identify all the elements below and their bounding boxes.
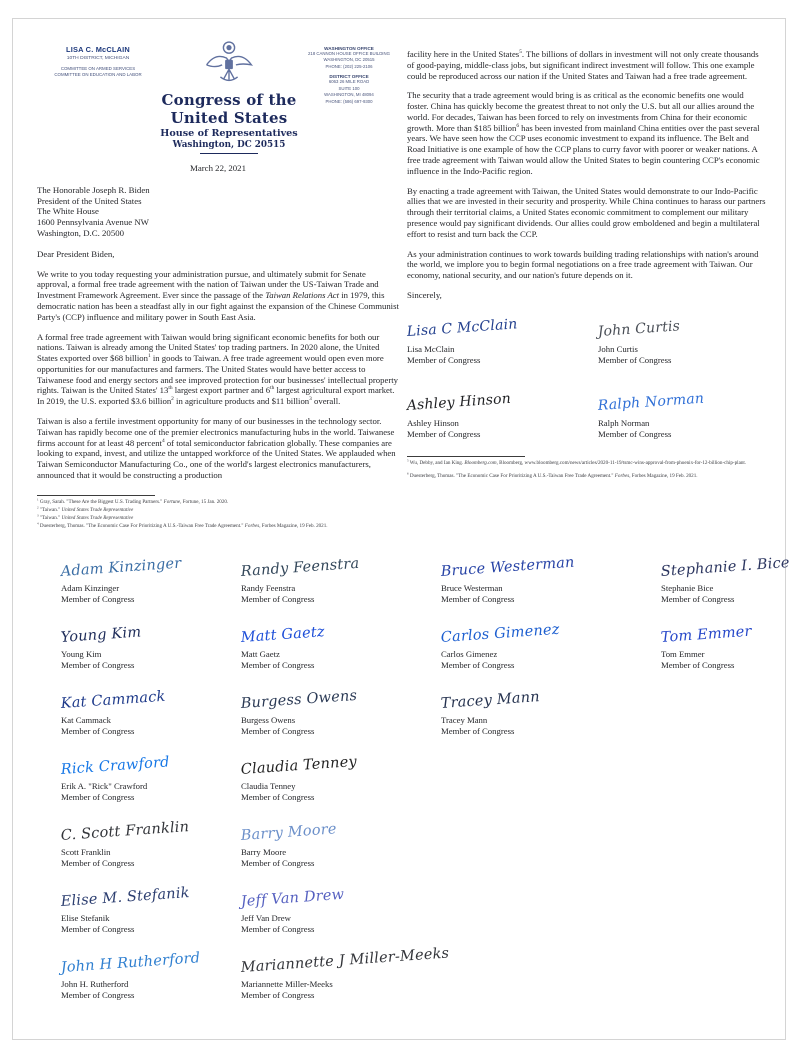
signer-title: Member of Congress bbox=[407, 428, 481, 439]
signer-block bbox=[661, 621, 790, 687]
salutation: Dear President Biden, bbox=[37, 248, 115, 259]
signer-name: Kat Cammack bbox=[61, 715, 111, 725]
washington-office-title: WASHINGTON OFFICE bbox=[324, 46, 374, 51]
signer-name: Randy Feenstra bbox=[241, 583, 296, 593]
signer-title: Member of Congress bbox=[241, 989, 315, 1000]
page2-body bbox=[407, 49, 767, 281]
letterhead-rule bbox=[200, 153, 258, 154]
cosigner-column-3 bbox=[441, 555, 661, 1017]
signature: Jeff Van Drew bbox=[240, 886, 345, 910]
signature: Carlos Gimenez bbox=[440, 621, 561, 646]
letterhead-offices-block bbox=[299, 37, 399, 105]
office-address-line: PHONE: (586) 697-9300 bbox=[325, 98, 373, 104]
letterhead bbox=[37, 37, 399, 154]
signer-name: John Curtis bbox=[598, 343, 638, 354]
congressional-seal-icon bbox=[203, 39, 255, 89]
cosigner-column-2 bbox=[240, 555, 450, 1017]
signer-name: Lisa McClain bbox=[407, 343, 455, 354]
letter-paragraph: By enacting a trade agreement with Taiwan, the United States would demonstrate to our Indo-Pacific allies that we are invested in their security and prosperity. While China continues to harass our partners through their territorial claims, a United States economic commitment to complement our military presence would pay significant dividends. Our allies could grow emboldened and begin a multilateral effort to resist and turn back the CCP. bbox=[407, 185, 766, 239]
signer-title: Member of Congress bbox=[241, 791, 315, 802]
letter-paragraph: Taiwan is also a fertile investment opportunity for many of our businesses in the technology sector. Taiwan has rapidly become one of the premier electronics manufacturing hubs in the world. Taiwanese firms account for at least 48 percent$^4$ of total semiconductor fabrication globally. These companies are looking to expand, invest, and utilize the untapped workforce of the United States. We applauded when Taiwan Semiconductor Manufacturing Co., one of the world's largest electronics manufacturers, announced that it would be constructing a production bbox=[37, 415, 396, 480]
signer-block bbox=[240, 945, 450, 1017]
footnote-rule bbox=[37, 495, 155, 496]
recipient-line: Washington, D.C. 20500 bbox=[37, 227, 125, 238]
office-address-line: WASHINGTON, DC 20515 bbox=[323, 57, 375, 63]
committee-item: COMMITTEE ON EDUCATION AND LABOR bbox=[54, 72, 142, 78]
signature: Claudia Tenney bbox=[240, 753, 358, 778]
signature: Adam Kinzinger bbox=[60, 555, 182, 580]
recipient-line: The White House bbox=[37, 206, 99, 217]
washington-office-lines bbox=[299, 51, 399, 70]
signer-name: Bruce Westerman bbox=[441, 583, 503, 593]
signer-name: Jeff Van Drew bbox=[241, 913, 291, 923]
lead-signers bbox=[407, 314, 767, 446]
signer-title: Member of Congress bbox=[661, 593, 735, 604]
signer-title: Member of Congress bbox=[61, 593, 135, 604]
signature: Ralph Norman bbox=[597, 390, 705, 414]
signer-title: Member of Congress bbox=[598, 354, 672, 365]
signature: Randy Feenstra bbox=[240, 555, 360, 580]
office-address-line: PHONE: (202) 225-2106 bbox=[325, 63, 373, 69]
signer-title: Member of Congress bbox=[441, 725, 515, 736]
signer-title: Member of Congress bbox=[61, 659, 135, 670]
signature: Barry Moore bbox=[240, 821, 338, 844]
signer-name: Burgess Owens bbox=[241, 715, 296, 725]
signer-block bbox=[598, 388, 767, 446]
letterhead-center bbox=[159, 37, 299, 154]
signer-title: Member of Congress bbox=[241, 659, 315, 670]
member-name: LISA C. McCLAIN bbox=[66, 45, 130, 54]
signer-block bbox=[661, 555, 790, 621]
signer-title: Member of Congress bbox=[241, 923, 315, 934]
cosigner-column-4 bbox=[661, 555, 790, 1017]
page2-footnotes bbox=[407, 456, 767, 480]
office-address-line: WASHINGTON, MI 48094 bbox=[324, 92, 374, 98]
footnote: $^1$ Gray, Sarah. "These Are the Biggest U.S. Trading Partners." Fortune, Fortune, 15 Jan. 2020. bbox=[37, 496, 229, 505]
footnote: $^2$ "Taiwan." United States Trade Representative bbox=[37, 505, 134, 513]
signature: Matt Gaetz bbox=[240, 624, 326, 646]
district-office-title: DISTRICT OFFICE bbox=[329, 74, 369, 80]
signature: Stephanie I. Bice bbox=[660, 555, 791, 580]
signer-name: Elise Stefanik bbox=[61, 913, 110, 923]
signer-name: Tracey Mann bbox=[441, 715, 488, 725]
signature: Young Kim bbox=[60, 624, 142, 646]
footnote: $^3$ "Taiwan." United States Trade Representative bbox=[37, 513, 134, 521]
signer-title: Member of Congress bbox=[661, 659, 735, 670]
signer-name: Claudia Tenney bbox=[241, 781, 296, 791]
signer-name: Stephanie Bice bbox=[661, 583, 714, 593]
signature: Bruce Westerman bbox=[440, 554, 576, 580]
signer-title: Member of Congress bbox=[61, 989, 135, 1000]
signer-title: Member of Congress bbox=[61, 725, 135, 736]
signature: John H Rutherford bbox=[60, 950, 201, 976]
signer-name: John H. Rutherford bbox=[61, 979, 129, 989]
signer-title: Member of Congress bbox=[61, 923, 135, 934]
letter-paragraph: We write to you today requesting your administration pursue, and ultimately submit for Senate approval, a formal free trade agreement with the nation of Taiwan under the US-Taiwan Trade and Investment Framework Agreement. Ever since the passage of the Taiwan Relations Act in 1979, this democratic nation has been a steadfast ally in our fight against the expansion of the Chinese Communist Party's (CCP) influence and military power in South East Asia. bbox=[37, 268, 399, 322]
signer-name: Barry Moore bbox=[241, 847, 287, 857]
member-district: 10TH DISTRICT, MICHIGAN bbox=[66, 55, 130, 61]
letterhead-member-block bbox=[37, 37, 159, 79]
signer-title: Member of Congress bbox=[61, 857, 135, 868]
letter-paragraph: facility here in the United States$^5$. The billions of dollars in investment will not only create thousands of good-paying, middle-class jobs, but significant indirect investment will follow. This one example could be reproduced across our nation if the United States and Taiwan had a free trade agreement. bbox=[407, 49, 759, 81]
signer-title: Member of Congress bbox=[407, 354, 481, 365]
signer-block bbox=[407, 388, 576, 446]
signer-block bbox=[598, 314, 767, 372]
footnote: $^6$ Duesterberg, Thomas. "The Economic Case For Prioritizing A U.S.-Taiwan Free Trade Agreement." Forbes, Forbes Magazine, 19 Feb. 2021. bbox=[407, 471, 698, 479]
signer-name: Ashley Hinson bbox=[407, 417, 459, 428]
footnote: $^4$ Duesterberg, Thomas. "The Economic Case For Prioritizing A U.S.-Taiwan Free Trade Agreement." Forbes, Forbes Magazine, 19 Feb. 2021. bbox=[37, 521, 328, 530]
signer-title: Member of Congress bbox=[241, 725, 315, 736]
recipient-address bbox=[37, 185, 399, 239]
signer-name: Carlos Gimenez bbox=[441, 649, 498, 659]
recipient-line: The Honorable Joseph R. Biden bbox=[37, 185, 150, 195]
signature: Tracey Mann bbox=[440, 689, 541, 712]
signer-name: Tom Emmer bbox=[661, 649, 705, 659]
signature: Rick Crawford bbox=[60, 754, 171, 778]
signer-title: Member of Congress bbox=[441, 659, 515, 670]
letter-paragraph: A formal free trade agreement with Taiwan would bring significant economic benefits for both our nations. Taiwan is already among the United States' top trading partners. In 2020 alone, the United States exported over $68 billion$^1$ in goods to Taiwan. A free trade agreement would open even more opportunities for our manufactures and farmers. The United States would have better access to Taiwanese food and energy sectors and see improved protection for our businesses' intellectual property rights. Taiwan is the United States' 13th largest export partner and 6th largest agricultural export market. In 2019, the U.S. exported $3.6 billion$^2$ in agriculture products and $11 billion$^3$ overall. bbox=[37, 331, 398, 407]
committee-list bbox=[37, 66, 159, 79]
signer-name: Ralph Norman bbox=[598, 417, 650, 428]
signature: Tom Emmer bbox=[660, 623, 753, 646]
signature: Ashley Hinson bbox=[406, 390, 512, 414]
signer-name: Scott Franklin bbox=[61, 847, 111, 857]
letter-document bbox=[12, 18, 791, 1040]
signer-name: Young Kim bbox=[61, 649, 102, 659]
signer-name: Adam Kinzinger bbox=[61, 583, 120, 593]
signer-title: Member of Congress bbox=[441, 593, 515, 604]
letter-paragraph: The security that a trade agreement would bring is as critical as the economic benefits one would foster. China has quickly become the greatest threat to not only the U.S. but all our allies around the world. For decades, Taiwan has been forced to rely on investments from China for their economic growth. More than $185 billion$^6$ has been invested from mainland China entities over the past several years. We have seen how the CCP uses economic investment to expand its influence. The Belt and Road Initiative is one example of how the CCP plans to curry favor with poorer or weaker nations. A free trade agreement with Taiwan would allow the United States to begin countering CCP's economic influence in the Indo-Pacific region. bbox=[407, 90, 760, 176]
letter-paragraph: As your administration continues to work towards building trading relationships with nation's around the world, we implore you to begin formal negotiations on a free trade agreement with Taiwan. Our economy, national security, and our nation's future depends on it. bbox=[407, 248, 759, 281]
signer-block bbox=[407, 314, 576, 372]
recipient-line: President of the United States bbox=[37, 195, 142, 206]
office-address-line: 6063 26 MILE ROAD bbox=[328, 79, 370, 85]
signer-title: Member of Congress bbox=[598, 428, 672, 439]
signature: C. Scott Franklin bbox=[60, 819, 190, 844]
signer-name: Matt Gaetz bbox=[241, 649, 280, 659]
signer-title: Member of Congress bbox=[241, 857, 315, 868]
signer-block bbox=[441, 687, 661, 753]
signature: Lisa C McClain bbox=[406, 316, 519, 340]
closing: Sincerely, bbox=[407, 289, 442, 300]
signature: John Curtis bbox=[597, 318, 681, 340]
letter-page-1 bbox=[37, 37, 399, 531]
footnote-rule bbox=[407, 456, 525, 457]
committee-item: COMMITTEE ON ARMED SERVICES bbox=[60, 65, 136, 71]
office-address-line: SUITE 100 bbox=[338, 85, 360, 91]
signer-title: Member of Congress bbox=[61, 791, 135, 802]
page1-body bbox=[37, 269, 399, 481]
chamber-title: House of Representatives bbox=[160, 128, 298, 139]
letter-date: March 22, 2021 bbox=[190, 163, 246, 173]
signature: Elise M. Stefanik bbox=[60, 885, 191, 910]
footnote: $^5$ Wu, Debby, and Ian King. Bloomberg.com, Bloomberg, www.bloomberg.com/news/articles/2020-11-19/tsmc-wins-approval-from-phoenix-for-12-billion-chip-plant. bbox=[407, 458, 747, 466]
letterhead-city: Washington, DC 20515 bbox=[172, 140, 286, 150]
signer-block bbox=[61, 951, 241, 1017]
signature: Kat Cammack bbox=[60, 688, 167, 712]
cosigners-section bbox=[60, 554, 791, 1017]
letter-page-2 bbox=[407, 49, 767, 486]
office-address-line: 218 CANNON HOUSE OFFICE BUILDING bbox=[308, 51, 390, 56]
district-office-lines bbox=[299, 79, 399, 105]
signature: Mariannette J Miller-Meeks bbox=[240, 945, 450, 976]
page1-footnotes bbox=[37, 495, 399, 531]
signer-name: Erik A. "Rick" Crawford bbox=[61, 781, 148, 791]
signature: Burgess Owens bbox=[240, 687, 358, 712]
cosigner-column-1 bbox=[61, 555, 241, 1017]
congress-title: Congress of the United States bbox=[161, 91, 297, 127]
signer-name: Mariannette Miller-Meeks bbox=[241, 979, 333, 989]
signer-title: Member of Congress bbox=[241, 593, 315, 604]
recipient-line: 1600 Pennsylvania Avenue NW bbox=[37, 217, 149, 228]
